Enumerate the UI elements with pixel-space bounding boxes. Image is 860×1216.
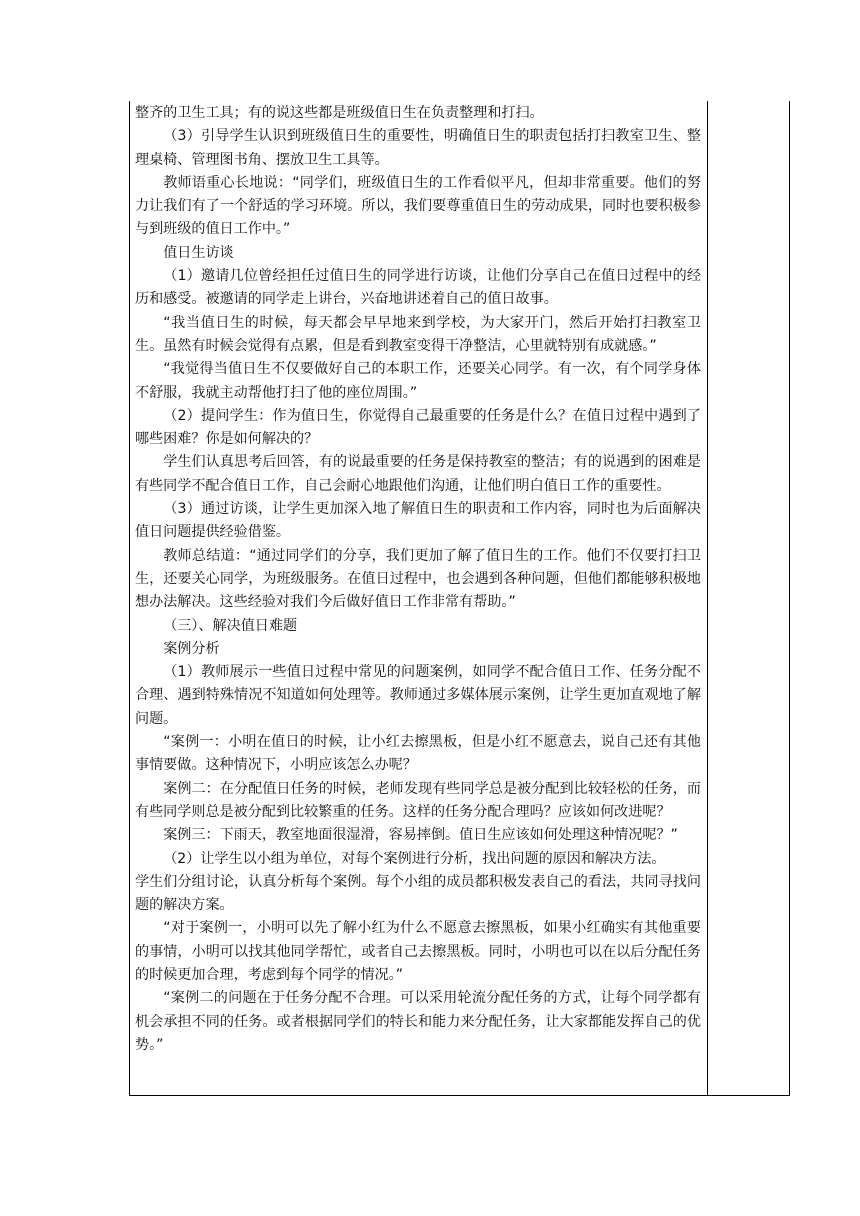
- paragraph: （2）让学生以小组为单位，对每个案例进行分析，找出问题的原因和解决方法。: [163, 850, 666, 867]
- paragraph: （2）提问学生：作为值日生，你觉得自己最重要的任务是什么？在值日过程中遇到了哪些困难？你是如何解决的？: [135, 407, 701, 448]
- paragraph: 学生们认真思考后回答，有的说最重要的任务是保持教室的整洁；有的说遇到的困难是有些同学不配合值日工作，自己会耐心地跟他们沟通，让他们明白值日工作的重要性。: [135, 454, 701, 494]
- paragraph: 案例三：下雨天，教室地面很湿滑，容易摔倒。值日生应该如何处理这种情况呢？”: [163, 827, 678, 844]
- paragraph: “我觉得当值日生不仅要做好自己的本职工作，还要关心同学。有一次，有个同学身体不舒服，我就主动帮他打扫了他的座位周围。”: [135, 361, 701, 401]
- lesson-content-cell: [135, 102, 701, 1057]
- paragraph: “我当值日生的时候，每天都会早早地来到学校，为大家开门，然后开始打扫教室卫生。虽然有时候会觉得有点累，但是看到教室变得干净整洁，心里就特别有成就感。”: [135, 314, 701, 354]
- paragraph: 整齐的卫生工具；有的说这些都是班级值日生在负责整理和打扫。: [135, 105, 544, 121]
- paragraph: 教师总结道：“通过同学们的分享，我们更加了解了值日生的工作。他们不仅要打扫卫生，还要关心同学，为班级服务。在值日过程中，也会遇到各种问题，但他们都能够积极地想办法解决。这些经验对我们今后做好值日工作非常有帮助。”: [135, 547, 701, 611]
- paragraph: 学生们分组讨论，认真分析每个案例。每个小组的成员都积极发表自己的看法，共同寻找问题的解决方案。: [135, 873, 701, 914]
- paragraph: （3）通过访谈，让学生更加深入地了解值日生的职责和工作内容，同时也为后面解决值日问题提供经验借鉴。: [135, 501, 701, 541]
- paragraph: “案例一：小明在值日的时候，让小红去擦黑板，但是小红不愿意去，说自己还有其他事情要做。这种情况下，小明应该怎么办呢？: [135, 734, 701, 774]
- paragraph: （1）教师展示一些值日过程中常见的问题案例，如同学不配合值日工作、任务分配不合理、遇到特殊情况不知道如何处理等。教师通过多媒体展示案例，让学生更加直观地了解问题。: [135, 664, 701, 727]
- paragraph: （1）邀请几位曾经担任过值日生的同学进行访谈，让他们分享自己在值日过程中的经历和感受。被邀请的同学走上讲台，兴奋地讲述着自己的值日故事。: [135, 268, 701, 308]
- column-divider: [707, 101, 708, 1096]
- paragraph: “对于案例一，小明可以先了解小红为什么不愿意去擦黑板，如果小红确实有其他重要的事情，小明可以找其他同学帮忙，或者自己去擦黑板。同时，小明也可以在以后分配任务的时候更加合理，考虑到每个同学的情况。”: [135, 920, 701, 983]
- paragraph: 教师语重心长地说：“同学们，班级值日生的工作看似平凡，但却非常重要。他们的努力让我们有了一个舒适的学习环境。所以，我们要尊重值日生的劳动成果，同时也要积极参与到班级的值日工作中。”: [135, 174, 701, 238]
- paragraph: “案例二的问题在于任务分配不合理。可以采用轮流分配任务的方式，让每个同学都有机会承担不同的任务。或者根据同学们的特长和能力来分配任务，让大家都能发挥自己的优势。”: [135, 990, 701, 1053]
- section-heading: （三）、解决值日难题: [163, 617, 298, 634]
- paragraph: （3）引导学生认识到班级值日生的重要性，明确值日生的职责包括打扫教室卫生、整理桌椅、管理图书角、摆放卫生工具等。: [135, 128, 701, 168]
- paragraph: 案例二：在分配值日任务的时候，老师发现有些同学总是被分配到比较轻松的任务，而有些同学则总是被分配到比较繁重的任务。这样的任务分配合理吗？应该如何改进呢？: [135, 780, 701, 820]
- section-heading: 值日生访谈: [163, 244, 234, 261]
- section-heading: 案例分析: [163, 640, 220, 657]
